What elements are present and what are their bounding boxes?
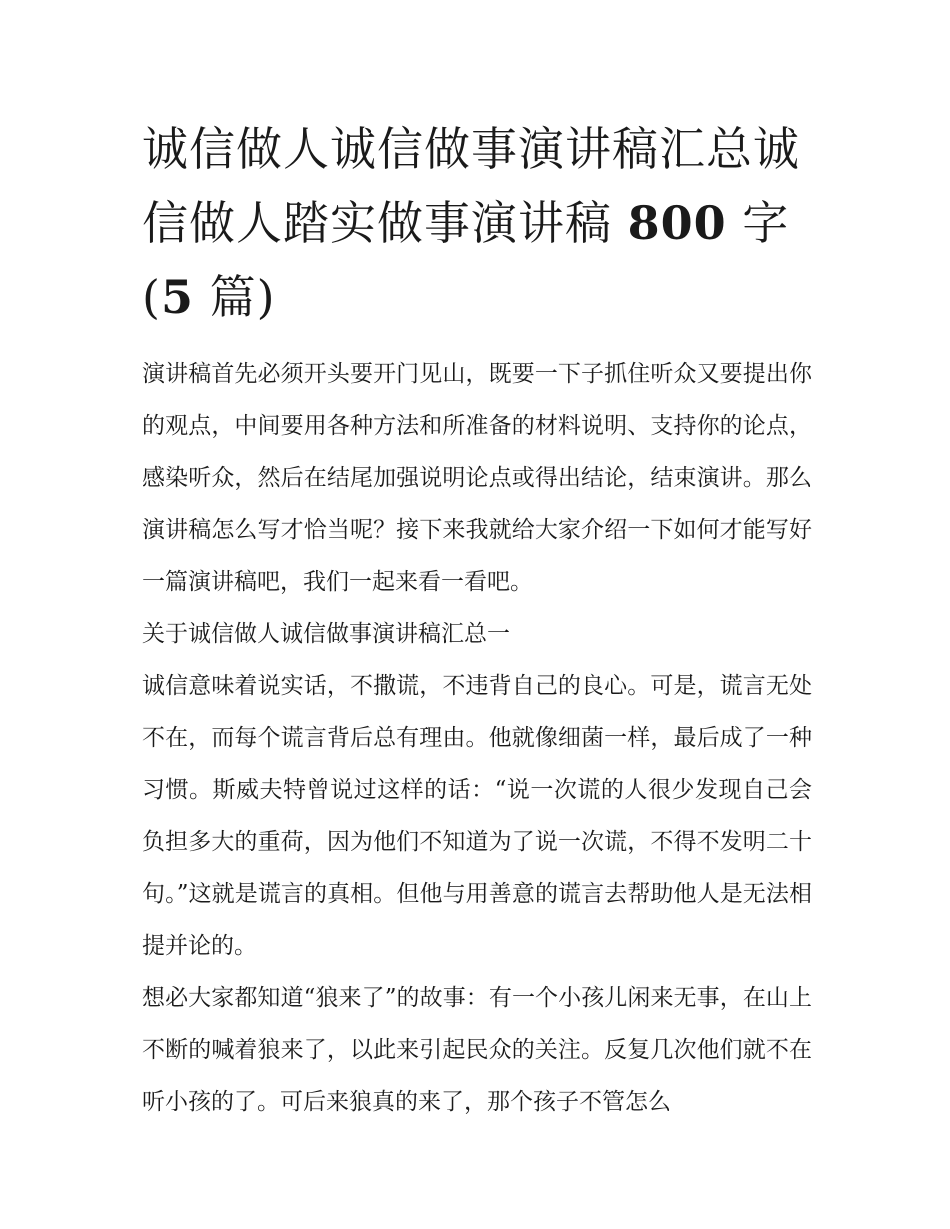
document-title [142,112,812,334]
title-number: 800 [627,196,727,250]
title-text-part2: 字( [142,196,790,324]
body-paragraph: 想必大家都知道“狼来了”的故事：有一个小孩儿闲来无事，在山上不断的喊着狼来了，以此来引起民众的关注。反复几次他们就不在听小孩的了。可后来狼真的来了，那个孩子不管怎么 [142,985,812,1115]
body-paragraph: 诚信意味着说实话，不撒谎，不违背自己的良心。可是，谎言无处不在，而每个谎言背后总有理由。他就像细菌一样，最后成了一种习惯。斯威夫特曾说过这样的话：“说一次谎的人很少发现自己会负担多大的重荷，因为他们不知道为了说一次谎，不得不发明二十句。”这就是谎言的真相。但他与用善意的谎言去帮助他人是无法相提并论的。 [142,673,812,959]
document-page [142,112,812,1128]
title-number-2: 5 [160,270,194,324]
title-text-part1: 诚信做人诚信做事演讲稿汇总诚信做人踏实做事演讲稿 [142,122,800,250]
intro-paragraph: 演讲稿首先必须开头要开门见山，既要一下子抓住听众又要提出你的观点，中间要用各种方法和所准备的材料说明、支持你的论点，感染听众，然后在结尾加强说明论点或得出结论，结束演讲。那么演讲稿怎么写才恰当呢？接下来我就给大家介绍一下如何才能写好一篇演讲稿吧，我们一起来看一看吧。 [142,361,812,595]
section-heading: 关于诚信做人诚信做事演讲稿汇总一 [142,621,510,647]
title-text-part3: 篇) [193,270,276,324]
